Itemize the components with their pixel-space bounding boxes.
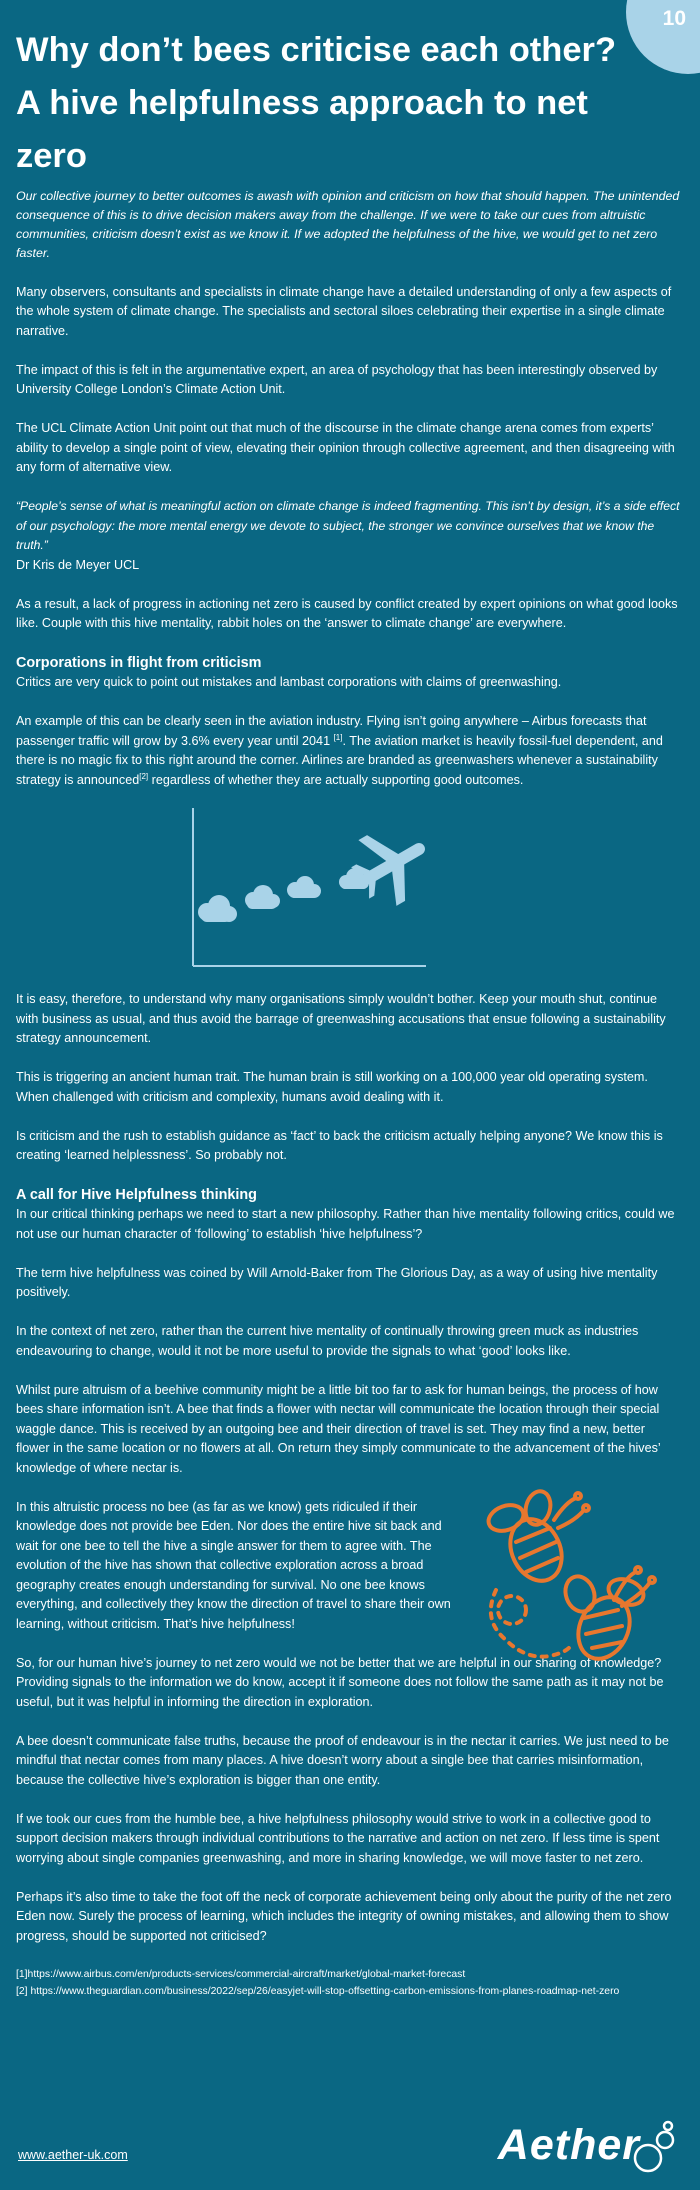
logo-bubbles-icon bbox=[632, 2120, 676, 2176]
cloud-icon bbox=[245, 885, 280, 909]
paragraph: In this altruistic process no bee (as far as we know) gets ridiculed if their knowledge does not provide bee Eden. Nor does the entire hive sit back and wait for one bee to tell the hive a single answer for them to agree with. The evolution of the hive has shown that collective exploration across a broad geography creates enough understanding for survival. No one bee knows everything, and collectively they know the direction of travel to share their own learning, without criticism. That’s hive helpfulness! bbox=[16, 1499, 451, 1631]
paragraph: If we took our cues from the humble bee, a hive helpfulness philosophy would strive to work in a collective good to support decision makers through individual contributions to the narrative and action on net zero. If less time is spent worrying about single companies greenwashing, and more in sharing knowledge, we will move faster to net zero. bbox=[16, 1811, 660, 1865]
paragraph: As a result, a lack of progress in actioning net zero is caused by conflict created by expert opinions on what good looks like. Couple with this hive mentality, rabbit holes on the ‘answer to climate change’ are everywhere. bbox=[16, 596, 678, 630]
paragraph: So, for our human hive’s journey to net zero would we not be better that we are helpful in our sharing of knowledge? Providing signals to the information we do know, accept it if someone does not follow the same path as it may not be useful, but it was helpful in informing the direction in exploration. bbox=[16, 1655, 664, 1709]
bees-illustration bbox=[476, 1480, 676, 1690]
references bbox=[16, 1966, 680, 2000]
paragraph: The term hive helpfulness was coined by Will Arnold-Baker from The Glorious Day, as a way of using hive mentality positively. bbox=[16, 1265, 658, 1299]
bee-icon bbox=[561, 1567, 655, 1667]
article bbox=[16, 0, 680, 2000]
text-span: . The aviation market is heavily fossil-fuel dependent, and there is no magic fix to this right around the corner. Airlines are branded as greenwashers whenever a sustainability strategy is announced bbox=[16, 733, 663, 787]
paragraph: Critics are very quick to point out mistakes and lambast corporations with claims of greenwashing. bbox=[16, 675, 562, 689]
plane-illustration bbox=[171, 806, 431, 976]
paragraph: This is triggering an ancient human trait. The human brain is still working on a 100,000 year old operating system. When challenged with criticism and complexity, humans avoid dealing with it. bbox=[16, 1070, 648, 1104]
bee-section bbox=[16, 1498, 680, 1635]
paragraph: Many observers, consultants and specialists in climate change have a detailed understanding of only a few aspects of the whole system of climate change. The specialists and sectoral siloes celebrating their expertise in a single climate narrative. bbox=[16, 284, 672, 338]
paragraph: A bee doesn’t communicate false truths, because the proof of endeavour is in the nectar it carries. We just need to be mindful that nectar comes from many places. A hive doesn’t worry about a single bee that carries misinformation, because the collective hive’s exploration is bigger than one entity. bbox=[16, 1733, 669, 1787]
intro-paragraph: Our collective journey to better outcomes is awash with opinion and criticism on how that should happen. The unintended consequence of this is to drive decision makers away from the challenge. If we were to take our cues from altruistic communities, criticism doesn’t exist as we know it. If we adopted the helpfulness of the hive, we would get to net zero faster. bbox=[16, 189, 680, 260]
footnote-ref-1[interactable]: [1] bbox=[333, 732, 343, 742]
reference-item[interactable]: [2] https://www.theguardian.com/business/2022/sep/26/easyjet-will-stop-offsetting-carbon-emissions-from-planes-roadmap-net-zero bbox=[16, 1985, 620, 1997]
quote-text: “People’s sense of what is meaningful action on climate change is indeed fragmenting. This isn’t by design, it’s a side effect of our psychology: the more mental energy we devote to subject, the stronger we convince ourselves that we know the truth.” bbox=[16, 499, 680, 552]
page-number: 10 bbox=[662, 7, 686, 30]
paragraph: The impact of this is felt in the argumentative expert, an area of psychology that has been interestingly observed by University College London’s Climate Action Unit. bbox=[16, 362, 658, 396]
website-link[interactable]: www.aether-uk.com bbox=[18, 2148, 128, 2162]
paragraph: In our critical thinking perhaps we need to start a new philosophy. Rather than hive mentality following critics, could we not use our human character of ‘following’ to establish ‘hive helpfulness’? bbox=[16, 1207, 675, 1241]
paragraph: Is criticism and the rush to establish guidance as ‘fact’ to back the criticism actually helping anyone? We know this is creating ‘learned helplessness’. So probably not. bbox=[16, 1128, 663, 1162]
aether-logo: Aether bbox=[497, 2121, 640, 2169]
paragraph: The UCL Climate Action Unit point out that much of the discourse in the climate change arena comes from experts’ ability to develop a single point of view, elevating their opinion through collective agreement, and then disagreeing with any form of alternative view. bbox=[16, 421, 675, 474]
reference-item[interactable]: [1]https://www.airbus.com/en/products-services/commercial-aircraft/market/global-market-forecast bbox=[16, 1968, 466, 1980]
paragraph: In the context of net zero, rather than the current hive mentality of continually throwing green muck as industries endeavouring to change, would it not be more useful to provide the signals to what ‘good’ looks like. bbox=[16, 1324, 639, 1358]
flight-path bbox=[491, 1590, 572, 1657]
footnote-ref-2[interactable]: [2] bbox=[139, 771, 149, 781]
bee-icon bbox=[485, 1488, 589, 1589]
paragraph-aviation bbox=[16, 712, 680, 790]
paragraph: It is easy, therefore, to understand why many organisations simply wouldn’t bother. Keep your mouth shut, continue with business as usual, and thus avoid the barrage of greenwashing accusations that ensue following a sustainability strategy announcement. bbox=[16, 992, 666, 1045]
section-heading-hive-helpfulness: A call for Hive Helpfulness thinking bbox=[16, 1187, 257, 1203]
cloud-icon bbox=[287, 876, 321, 898]
paragraph: Whilst pure altruism of a beehive community might be a little bit too far to ask for human beings, the process of how bees share information isn’t. A bee that finds a flower with nectar will communicate the location through their special waggle dance. This is received by an outgoing bee and their direction of travel is set. They may find a new, better flower in the same location or no flowers at all. On return they simply communicate to the advancement of the hives’ knowledge of where nectar is. bbox=[16, 1382, 661, 1475]
paragraph: Perhaps it’s also time to take the foot off the neck of corporate achievement being only about the purity of the net zero Eden now. Surely the process of learning, which includes the integrity of owning mistakes, and allowing them to show progress, should be supported not criticised? bbox=[16, 1889, 672, 1943]
section-heading-corporations: Corporations in flight from criticism bbox=[16, 655, 262, 671]
cloud-icon bbox=[198, 895, 237, 922]
page-title: Why don’t bees criticise each other? A hive helpfulness approach to net zero bbox=[16, 31, 617, 175]
text-span: regardless of whether they are actually supporting good outcomes. bbox=[148, 772, 524, 787]
airplane-icon bbox=[341, 813, 431, 916]
quote-author: Dr Kris de Meyer UCL bbox=[16, 557, 140, 572]
text-span: An example of this can be clearly seen in the aviation industry. Flying isn’t going anywhere – Airbus forecasts that passenger traffic will grow by 3.6% every year until 2041 bbox=[16, 714, 647, 748]
